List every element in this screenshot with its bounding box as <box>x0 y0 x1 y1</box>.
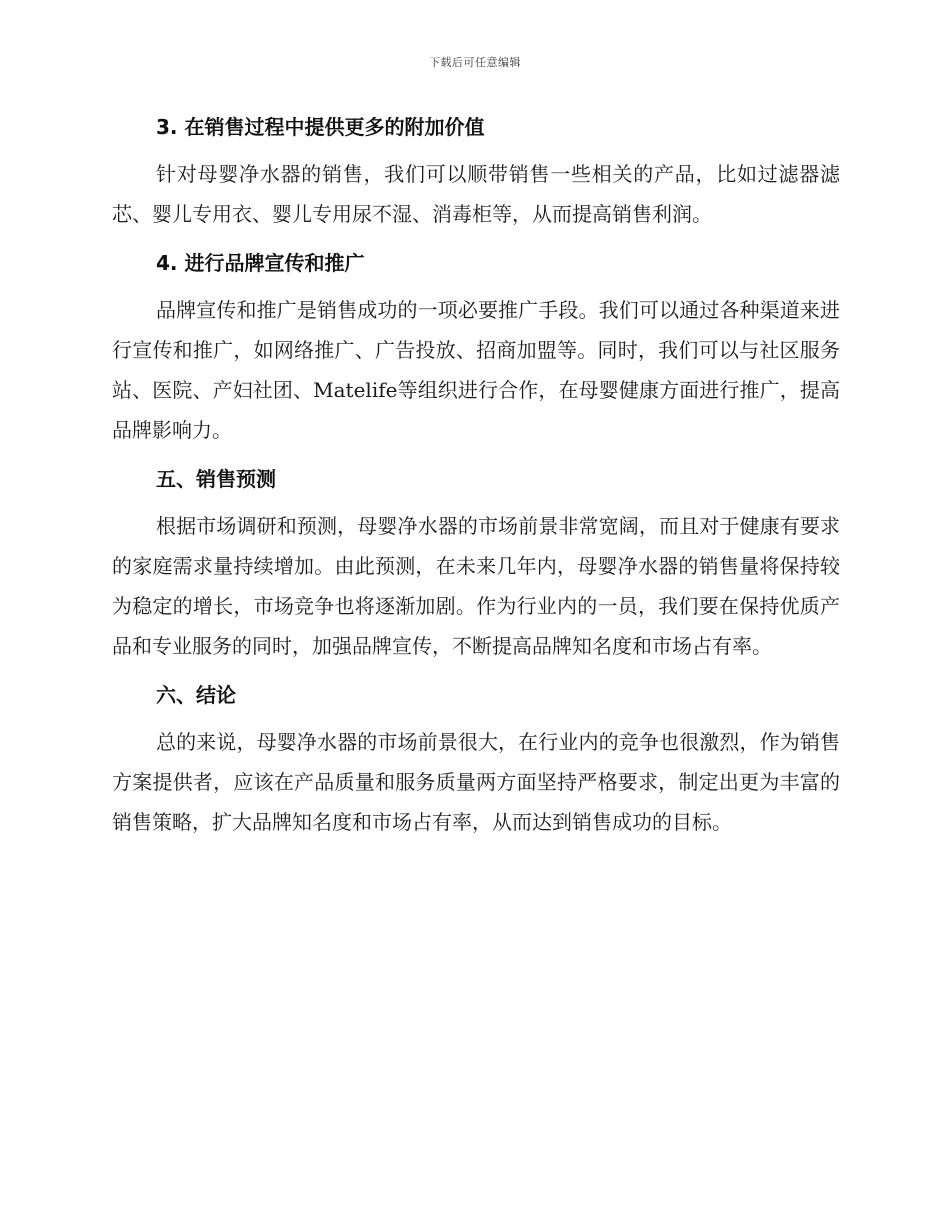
section-sales-forecast <box>112 460 840 666</box>
section-brand-promotion <box>112 244 840 450</box>
page-header: 下载后可任意编辑 <box>429 56 521 69</box>
section-heading: 五、销售预测 <box>156 467 276 491</box>
paragraph: 总的来说，母婴净水器的市场前景很大，在行业内的竞争也很激烈，作为销售方案提供者，应该在产品质量和服务质量两方面坚持严格要求，制定出更为丰富的销售策略，扩大品牌知名度和市场占有率，从而达到销售成功的目标。 <box>112 730 840 834</box>
section-heading: 4. 进行品牌宣传和推广 <box>156 251 365 275</box>
paragraph: 品牌宣传和推广是销售成功的一项必要推广手段。我们可以通过各种渠道来进行宣传和推广，如网络推广、广告投放、招商加盟等。同时，我们可以与社区服务站、医院、产妇社团、Matelife等组织进行合作，在母婴健康方面进行推广，提高品牌影响力。 <box>112 298 840 442</box>
section-added-value <box>112 108 840 234</box>
section-heading: 六、结论 <box>156 683 236 707</box>
paragraph: 针对母婴净水器的销售，我们可以顺带销售一些相关的产品，比如过滤器滤芯、婴儿专用衣、婴儿专用尿不湿、消毒柜等，从而提高销售利润。 <box>112 162 840 226</box>
section-conclusion <box>112 676 840 842</box>
paragraph: 根据市场调研和预测，母婴净水器的市场前景非常宽阔，而且对于健康有要求的家庭需求量持续增加。由此预测，在未来几年内，母婴净水器的销售量将保持较为稳定的增长，市场竞争也将逐渐加剧。作为行业内的一员，我们要在保持优质产品和专业服务的同时，加强品牌宣传，不断提高品牌知名度和市场占有率。 <box>112 514 840 658</box>
section-heading: 3. 在销售过程中提供更多的附加价值 <box>156 115 485 139</box>
document-body <box>112 108 840 852</box>
